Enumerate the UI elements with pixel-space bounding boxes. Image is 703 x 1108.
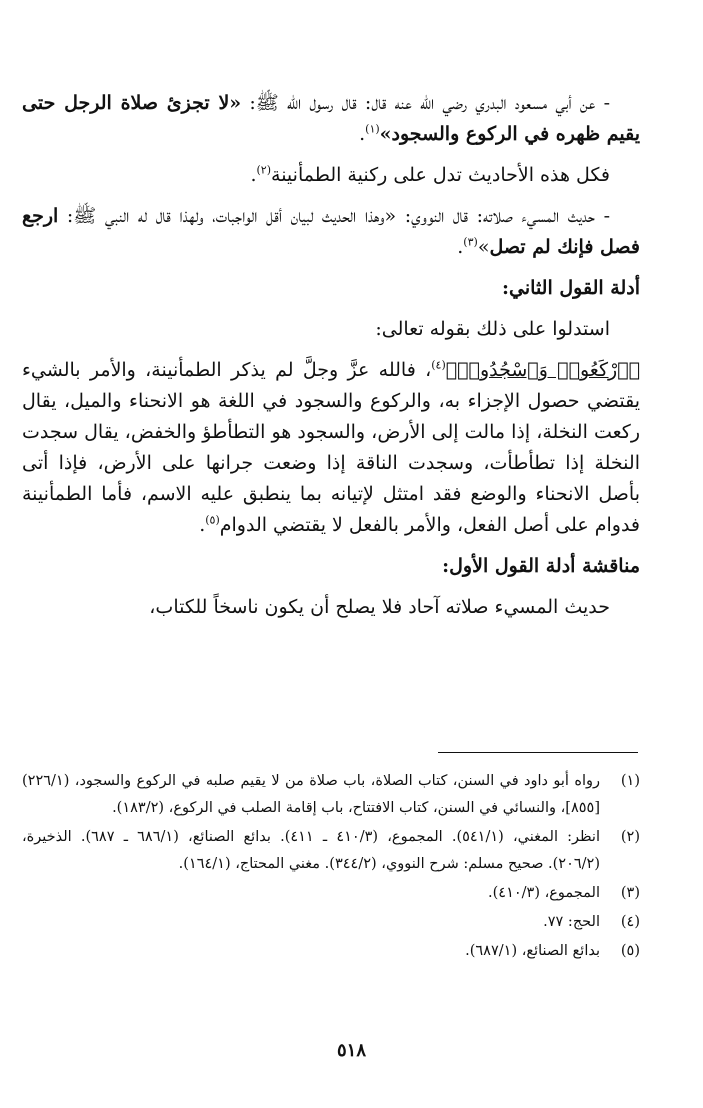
paragraph-hadith-musi xyxy=(22,201,640,263)
footnotes xyxy=(22,768,640,967)
punctuation: . xyxy=(457,236,464,258)
paragraph-text: ، فالله عزَّ وجلَّ لم يذكر الطمأنينة، والأمر بالشيء يقتضي حصول الإجزاء به، والركوع والسجود في اللغة هو الانحناء والميل، يقال ركعت النخلة، إذا مالت إلى الأرض، والسجود هو التطأطؤ والخفض، يقال سجدت النخلة إذا تطأطأت، وسجدت الناقة إذا وضعت جرانها على الأرض، فإذا أتى بأصل الانحناء والوضع فقد امتثل لإتيانه بما ينطبق عليه الاسم، فأما الطمأنينة فدوام على أصل الفعل، والأمر بالفعل لا يقتضي الدوام xyxy=(22,359,640,536)
footnote-separator xyxy=(438,752,638,753)
page-number: ٥١٨ xyxy=(336,1040,366,1061)
footnote-item xyxy=(22,824,640,878)
footnote-item xyxy=(22,938,640,965)
paragraph-text: - حديث المسيء صلاته: قال النووي: «وهذا الحديث لبيان أقل الواجبات، ولهذا قال له النبي ﷺ: xyxy=(58,205,610,227)
paragraph-discussion: حديث المسيء صلاته آحاد فلا يصلح أن يكون ناسخاً للكتاب، xyxy=(149,596,610,618)
section-heading-discussion: مناقشة أدلة القول الأول: xyxy=(442,555,640,577)
paragraph-intro-verse: استدلوا على ذلك بقوله تعالى: xyxy=(375,318,610,340)
footnote-text: انظر: المغني، (٥٤١/١). المجموع، (٤١٠/٣ ـ ٤١١). بدائع الصنائع، (٦٨٦/١ ـ ٦٨٧). الذخيرة، (٢٠٦/٢). صحيح مسلم: شرح النووي، (٣٤٤/٢). مغني المحتاج، (١٦٤/١). xyxy=(22,829,600,872)
quran-verse: ﴿ٱرْكَعُوا۟ وَٱسْجُدُوا۟﴾ xyxy=(445,359,640,381)
punctuation: . xyxy=(199,514,206,536)
quote-mark: » xyxy=(477,236,490,258)
section-heading-second-view: أدلة القول الثاني: xyxy=(502,277,640,299)
footnote-ref: (٢) xyxy=(256,163,272,177)
footnote-ref: (٥) xyxy=(205,513,220,527)
footnote-ref: (٤) xyxy=(431,358,446,372)
footnote-number: (٣) xyxy=(620,885,640,901)
paragraph-text: - عن أبي مسعود البدري رضي الله عنه قال: قال رسول الله ﷺ: xyxy=(241,92,610,114)
footnote-number: (٥) xyxy=(620,943,640,959)
paragraph-hadith-abu-masud xyxy=(22,88,640,150)
punctuation: . xyxy=(359,123,366,145)
footnote-text: بدائع الصنائع، (٦٨٧/١). xyxy=(465,943,600,959)
footnote-item xyxy=(22,768,640,822)
paragraph-verse-argument xyxy=(22,355,640,541)
footnote-number: (٤) xyxy=(620,914,640,930)
footnote-number: (٢) xyxy=(620,829,640,845)
footnote-text: رواه أبو داود في السنن، كتاب الصلاة، باب صلاة من لا يقيم صلبه في الركوع والسجود، (٢٢٦/١) [٨٥٥]، والنسائي في السنن، كتاب الافتتاح، باب إقامة الصلب في الركوع، (١٨٣/٢). xyxy=(22,773,600,816)
hadith-quote: ارجع فصل فإنك لم تصل xyxy=(22,205,640,258)
hadith-quote: «لا تجزئ صلاة الرجل حتى يقيم ظهره في الركوع والسجود» xyxy=(22,92,640,145)
footnote-item xyxy=(22,880,640,907)
footnote-item xyxy=(22,909,640,936)
main-text xyxy=(22,88,640,633)
footnote-number: (١) xyxy=(620,773,640,789)
punctuation: . xyxy=(250,164,257,186)
footnote-text: الحج: ٧٧. xyxy=(543,914,600,930)
footnote-ref: (١) xyxy=(365,122,380,136)
footnote-text: المجموع، (٤١٠/٣). xyxy=(488,885,600,901)
footnote-ref: (٣) xyxy=(463,235,478,249)
paragraph-text: فكل هذه الأحاديث تدل على ركنية الطمأنينة xyxy=(271,164,610,186)
paragraph-conclusion xyxy=(22,160,640,191)
